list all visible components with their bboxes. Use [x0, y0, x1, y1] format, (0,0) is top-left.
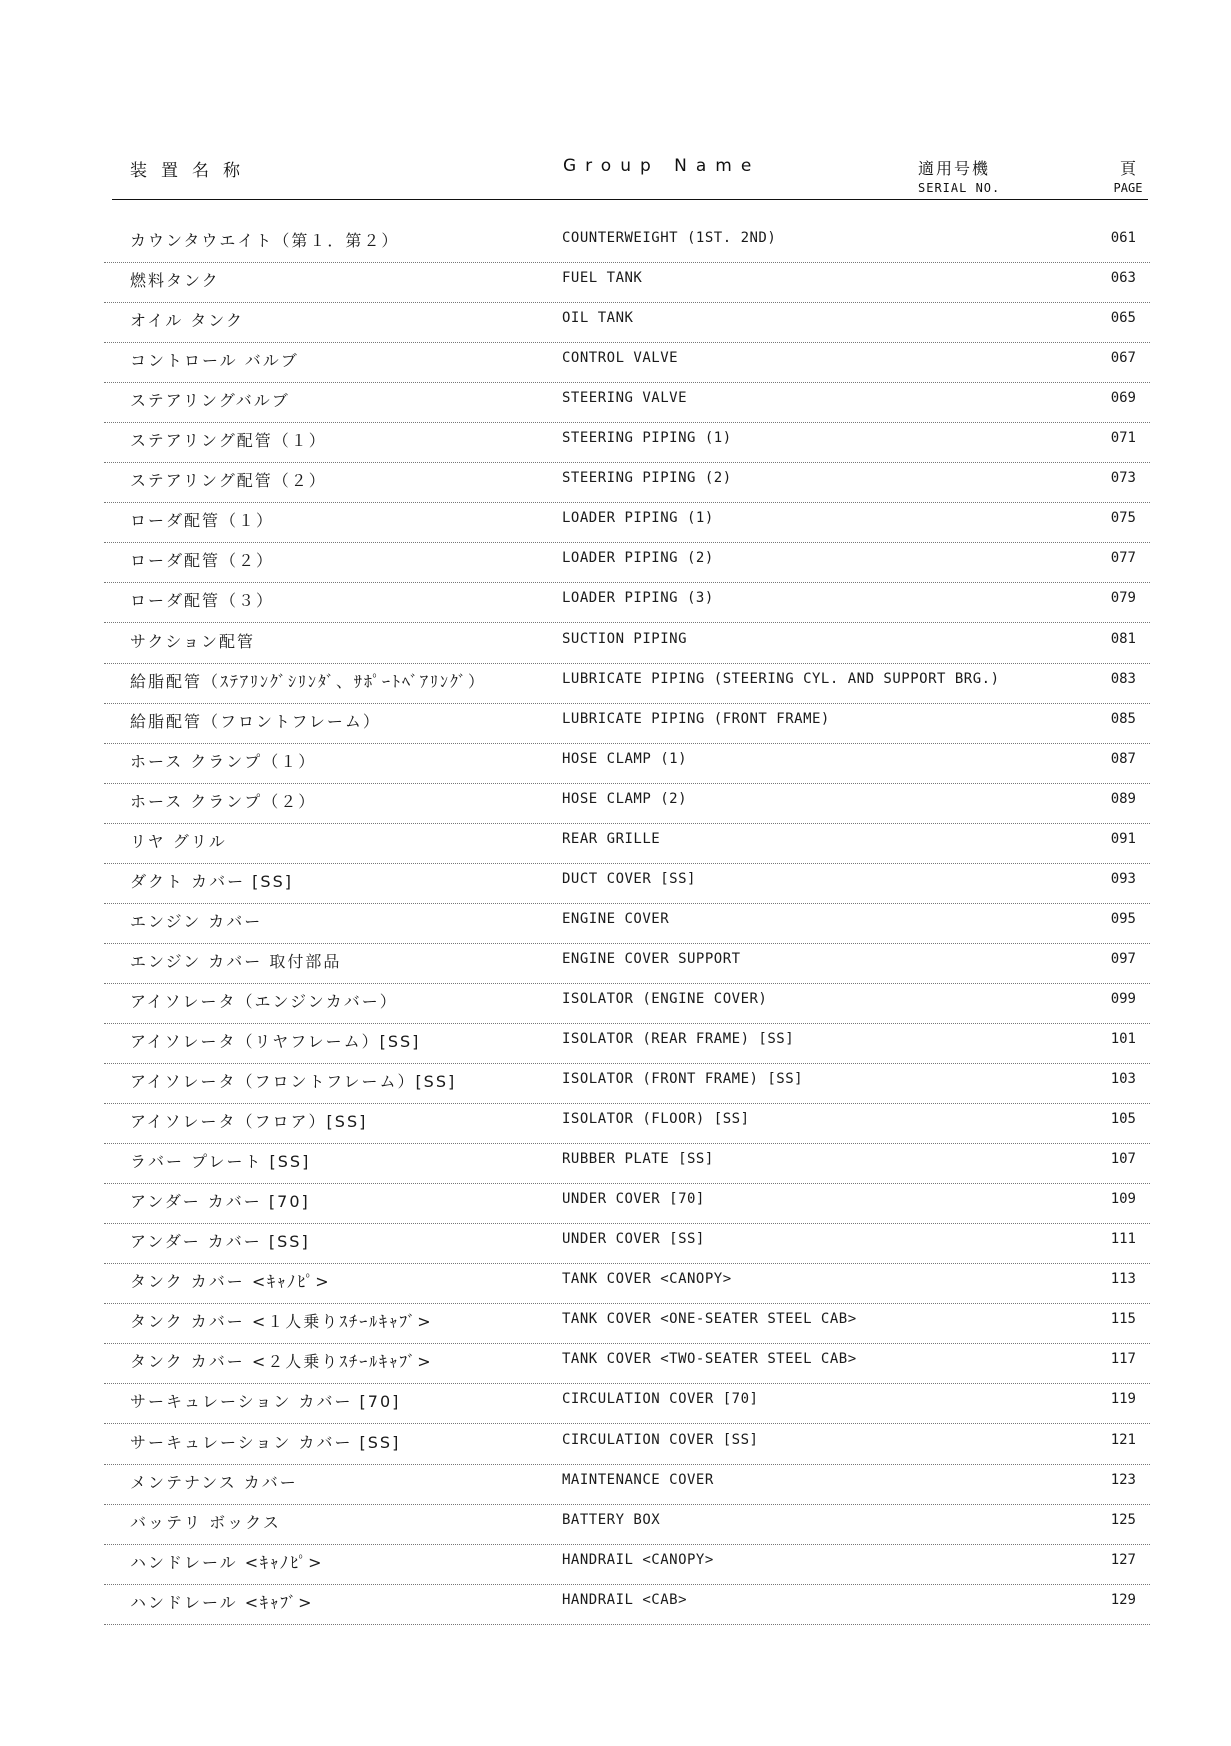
table-row	[104, 1063, 1150, 1104]
table-row	[104, 1343, 1150, 1384]
row-group-name: ISOLATOR (ENGINE COVER)	[562, 990, 768, 1007]
row-page-number: 119	[1110, 1391, 1136, 1408]
row-page-number: 113	[1110, 1271, 1136, 1288]
row-group-name: HOSE CLAMP (1)	[562, 750, 688, 767]
table-row	[104, 663, 1150, 704]
row-page-number: 125	[1110, 1511, 1136, 1528]
row-page-number: 087	[1110, 750, 1136, 767]
row-group-name: UNDER COVER [SS]	[562, 1231, 705, 1248]
header-serial-no	[918, 156, 1000, 195]
row-page-number: 115	[1110, 1311, 1136, 1328]
row-japanese-name: アンダー カバー [70]	[130, 1192, 310, 1212]
row-japanese-name: ホース クランプ（２）	[130, 791, 317, 811]
row-group-name: OIL TANK	[562, 310, 634, 327]
header-serial-en: SERIAL NO.	[918, 181, 1001, 195]
row-page-number: 095	[1110, 910, 1136, 927]
row-page-number: 091	[1110, 830, 1136, 847]
table-row	[104, 783, 1150, 824]
row-japanese-name: ローダ配管（１）	[130, 511, 275, 531]
row-group-name: STEERING VALVE	[562, 390, 688, 407]
table-row	[104, 502, 1150, 543]
row-page-number: 085	[1110, 710, 1136, 727]
row-japanese-name: ハンドレール <ｷｬﾉﾋﾟ>	[130, 1552, 324, 1572]
row-group-name: UNDER COVER [70]	[562, 1191, 705, 1208]
row-japanese-name: ローダ配管（３）	[130, 591, 275, 611]
row-page-number: 079	[1110, 590, 1136, 607]
row-group-name: SUCTION PIPING	[562, 630, 688, 647]
row-group-name: DUCT COVER [SS]	[562, 870, 696, 887]
row-group-name: HANDRAIL <CANOPY>	[562, 1551, 714, 1568]
row-japanese-name: ホース クランプ（１）	[130, 751, 317, 771]
row-page-number: 061	[1110, 230, 1136, 246]
row-japanese-name: 給脂配管（ｽﾃｱﾘﾝｸﾞｼﾘﾝﾀﾞ、ｻﾎﾟｰﾄﾍﾞｱﾘﾝｸﾞ）	[130, 671, 487, 691]
row-group-name: ISOLATOR (FLOOR) [SS]	[562, 1111, 750, 1128]
row-group-name: REAR GRILLE	[562, 830, 661, 847]
header-page-en: PAGE	[1113, 181, 1143, 195]
row-group-name: LOADER PIPING (2)	[562, 550, 714, 567]
row-page-number: 083	[1110, 670, 1136, 687]
row-japanese-name: ローダ配管（２）	[130, 551, 275, 571]
table-row	[104, 542, 1150, 583]
table-row	[104, 1263, 1150, 1304]
row-page-number: 071	[1110, 430, 1136, 447]
row-japanese-name: ラバー プレート [SS]	[130, 1152, 311, 1172]
header-group-name: Group Name	[563, 156, 761, 176]
row-japanese-name: タンク カバー <１人乗りｽﾁｰﾙｷｬﾌﾞ>	[130, 1312, 433, 1332]
row-group-name: HANDRAIL <CAB>	[562, 1591, 688, 1608]
row-page-number: 129	[1110, 1591, 1136, 1608]
row-page-number: 065	[1110, 310, 1136, 327]
row-japanese-name: 給脂配管（フロントフレーム）	[130, 711, 381, 731]
table-row	[104, 1223, 1150, 1264]
row-page-number: 101	[1110, 1031, 1136, 1047]
header-serial-jp: 適用号機	[918, 159, 991, 178]
header-page-jp: 頁	[1119, 159, 1136, 178]
table-row	[104, 1424, 1150, 1465]
table-row	[104, 302, 1150, 343]
table-row	[104, 823, 1150, 864]
table-row	[104, 422, 1150, 463]
row-japanese-name: アンダー カバー [SS]	[130, 1232, 310, 1252]
table-row	[104, 1464, 1150, 1505]
table-row	[104, 983, 1150, 1024]
row-group-name: CONTROL VALVE	[562, 350, 679, 367]
row-page-number: 099	[1110, 990, 1136, 1007]
header-page	[1108, 156, 1148, 195]
row-group-name: ISOLATOR (FRONT FRAME) [SS]	[562, 1071, 804, 1088]
row-group-name: LOADER PIPING (1)	[562, 510, 714, 527]
row-page-number: 097	[1110, 950, 1136, 967]
row-page-number: 069	[1110, 390, 1136, 407]
row-group-name: STEERING PIPING (2)	[562, 470, 732, 487]
row-japanese-name: 燃料タンク	[130, 271, 220, 291]
table-row	[104, 623, 1150, 664]
row-japanese-name: メンテナンス カバー	[130, 1472, 298, 1492]
row-group-name: LUBRICATE PIPING (FRONT FRAME)	[562, 710, 830, 727]
row-page-number: 127	[1110, 1551, 1136, 1568]
row-japanese-name: ステアリング配管（２）	[130, 471, 327, 491]
row-group-name: LUBRICATE PIPING (STEERING CYL. AND SUPPORT BRG.)	[562, 670, 1000, 687]
row-japanese-name: コントロール バルブ	[130, 351, 299, 371]
table-row	[104, 1143, 1150, 1184]
table-row	[104, 863, 1150, 904]
row-group-name: FUEL TANK	[562, 270, 643, 287]
row-page-number: 077	[1110, 550, 1136, 567]
row-page-number: 107	[1110, 1151, 1136, 1168]
header-japanese-name: 装置名称	[130, 161, 254, 181]
table-row	[104, 262, 1150, 303]
row-japanese-name: アイソレータ（リヤフレーム）[SS]	[130, 1032, 421, 1051]
row-group-name: CIRCULATION COVER [70]	[562, 1391, 759, 1408]
row-group-name: RUBBER PLATE [SS]	[562, 1151, 714, 1168]
row-japanese-name: サーキュレーション カバー [70]	[130, 1392, 401, 1412]
row-group-name: TANK COVER <ONE-SEATER STEEL CAB>	[562, 1311, 857, 1328]
table-row	[104, 222, 1150, 263]
row-group-name: STEERING PIPING (1)	[562, 430, 732, 447]
table-row	[104, 943, 1150, 984]
table-row	[104, 1584, 1150, 1625]
row-page-number: 063	[1110, 270, 1136, 287]
row-page-number: 089	[1110, 790, 1136, 807]
table-row	[104, 903, 1150, 944]
table-row	[104, 1504, 1150, 1545]
table-row	[104, 1383, 1150, 1424]
row-japanese-name: バッテリ ボックス	[130, 1512, 281, 1532]
row-japanese-name: サクション配管	[130, 631, 256, 651]
table-row	[104, 382, 1150, 423]
row-group-name: ENGINE COVER	[562, 910, 670, 927]
table-row	[104, 1544, 1150, 1585]
row-group-name: TANK COVER <CANOPY>	[562, 1271, 732, 1288]
table-row	[104, 1183, 1150, 1224]
table-row	[104, 582, 1150, 623]
row-japanese-name: カウンタウエイト（第１．第２）	[130, 231, 400, 250]
row-page-number: 109	[1110, 1191, 1136, 1208]
row-japanese-name: オイル タンク	[130, 311, 244, 331]
row-group-name: TANK COVER <TWO-SEATER STEEL CAB>	[562, 1351, 857, 1368]
row-japanese-name: アイソレータ（フロントフレーム）[SS]	[130, 1072, 457, 1092]
table-row	[104, 1303, 1150, 1344]
row-page-number: 121	[1110, 1431, 1136, 1448]
row-japanese-name: アイソレータ（フロア）[SS]	[130, 1112, 368, 1132]
row-japanese-name: タンク カバー <２人乗りｽﾁｰﾙｷｬﾌﾞ>	[130, 1352, 433, 1372]
table-row	[104, 743, 1150, 784]
row-japanese-name: リヤ グリル	[130, 831, 227, 851]
row-page-number: 103	[1110, 1071, 1136, 1088]
row-page-number: 093	[1110, 870, 1136, 887]
row-group-name: LOADER PIPING (3)	[562, 590, 714, 607]
row-japanese-name: ステアリング配管（１）	[130, 431, 327, 451]
table-row	[104, 1023, 1150, 1064]
row-group-name: ENGINE COVER SUPPORT	[562, 950, 741, 967]
header-rule	[112, 199, 1148, 200]
table-row	[104, 342, 1150, 383]
table-row	[104, 1103, 1150, 1144]
row-page-number: 075	[1110, 510, 1136, 527]
row-group-name: CIRCULATION COVER [SS]	[562, 1431, 759, 1448]
table-row	[104, 703, 1150, 744]
row-page-number: 081	[1110, 630, 1136, 647]
row-group-name: COUNTERWEIGHT (1ST. 2ND)	[562, 230, 777, 246]
row-japanese-name: タンク カバー <ｷｬﾉﾋﾟ>	[130, 1272, 331, 1292]
row-japanese-name: エンジン カバー	[130, 911, 263, 931]
row-page-number: 111	[1110, 1231, 1136, 1248]
row-page-number: 105	[1110, 1111, 1136, 1128]
row-page-number: 123	[1110, 1471, 1136, 1488]
row-group-name: HOSE CLAMP (2)	[562, 790, 688, 807]
row-japanese-name: エンジン カバー 取付部品	[130, 951, 342, 971]
row-japanese-name: ダクト カバー [SS]	[130, 871, 293, 891]
row-page-number: 073	[1110, 470, 1136, 487]
row-group-name: BATTERY BOX	[562, 1511, 661, 1528]
row-group-name: MAINTENANCE COVER	[562, 1471, 714, 1488]
row-page-number: 117	[1110, 1351, 1136, 1368]
row-japanese-name: ステアリングバルブ	[130, 391, 290, 411]
row-page-number: 067	[1110, 350, 1136, 367]
row-japanese-name: サーキュレーション カバー [SS]	[130, 1432, 401, 1452]
row-japanese-name: アイソレータ（エンジンカバー）	[130, 991, 398, 1011]
row-group-name: ISOLATOR (REAR FRAME) [SS]	[562, 1031, 795, 1047]
table-row	[104, 462, 1150, 503]
row-japanese-name: ハンドレール <ｷｬﾌﾞ>	[130, 1592, 314, 1612]
